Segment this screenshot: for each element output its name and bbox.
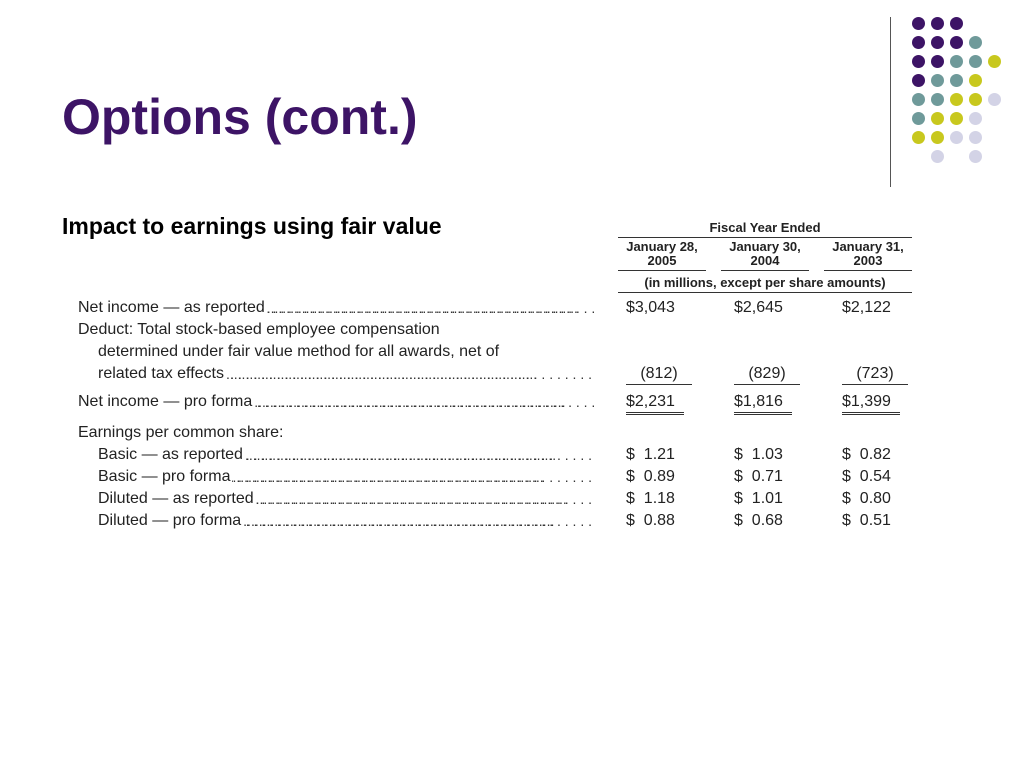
decorative-dot <box>912 112 925 125</box>
cell-value: $ 0.51 <box>842 512 891 529</box>
row-label: Net income — as reported ................................................................................ . . . <box>78 298 594 318</box>
slide-title: Options (cont.) <box>62 89 418 145</box>
decorative-dot <box>931 150 944 163</box>
cell-value: $1,816 <box>734 392 792 415</box>
decorative-dot <box>950 74 963 87</box>
decorative-dot <box>969 36 982 49</box>
slide-subtitle: Impact to earnings using fair value <box>62 213 442 239</box>
decorative-dot <box>988 55 1001 68</box>
decorative-dot <box>950 36 963 49</box>
row-label: related tax effects ................................................................................ . . . <box>98 364 594 384</box>
decorative-dot <box>950 55 963 68</box>
decorative-dot <box>931 17 944 30</box>
column-header-year: 2003 <box>853 253 883 268</box>
dot-leader: ................................................................................ <box>254 394 566 410</box>
cell-value: $ 1.21 <box>626 446 675 463</box>
cell-value: $2,645 <box>734 299 783 316</box>
period-header: Fiscal Year Ended <box>618 220 912 238</box>
cell-value: $ 0.68 <box>734 512 783 529</box>
decorative-dot <box>969 112 982 125</box>
cell-value: $ 1.01 <box>734 490 783 507</box>
cell-value: $ 0.71 <box>734 468 783 485</box>
table-row <box>78 511 918 531</box>
row-label: Net income — pro forma ................................................................................ . . . <box>78 392 594 412</box>
decorative-dot <box>931 112 944 125</box>
decorative-dot <box>931 36 944 49</box>
dot-leader: ................................................................................ <box>226 366 538 382</box>
cell-value: $ 0.89 <box>626 468 675 485</box>
table-row <box>78 342 918 362</box>
column-header-date: January 30, <box>729 239 801 254</box>
column-header-date: January 28, <box>626 239 698 254</box>
decorative-dot <box>931 93 944 106</box>
cell-value: $1,399 <box>842 392 900 415</box>
cell-value: $ 1.03 <box>734 446 783 463</box>
column-header-year: 2005 <box>647 253 677 268</box>
table-row <box>78 364 918 384</box>
column-header-year: 2004 <box>750 253 780 268</box>
decorative-dot <box>969 55 982 68</box>
cell-value: $ 0.88 <box>626 512 675 529</box>
decorative-dot <box>950 131 963 144</box>
dot-leader: ................................................................................ <box>266 300 578 316</box>
dot-leader: ................................................................................ <box>232 469 544 485</box>
units-note: (in millions, except per share amounts) <box>618 275 912 293</box>
dot-leader: ................................................................................ <box>255 491 567 507</box>
decorative-dot <box>912 131 925 144</box>
decorative-dot <box>912 36 925 49</box>
cell-value: (829) <box>734 364 800 385</box>
column-header-2005 <box>618 240 706 271</box>
decorative-dot <box>969 93 982 106</box>
cell-value: $ 0.80 <box>842 490 891 507</box>
table-row <box>78 392 918 412</box>
decorative-dot <box>988 93 1001 106</box>
cell-value: (723) <box>842 364 908 385</box>
table-row <box>78 445 918 465</box>
decorative-dot <box>969 74 982 87</box>
row-label: Diluted — as reported ................................................................................ . . . <box>98 489 594 509</box>
table-row <box>78 423 918 443</box>
cell-value: $2,122 <box>842 299 891 316</box>
row-label: Diluted — pro forma ................................................................................ . . . <box>98 511 594 531</box>
cell-value: $2,231 <box>626 392 684 415</box>
decorative-dot <box>912 93 925 106</box>
decorative-dot <box>931 74 944 87</box>
decorative-dot <box>950 17 963 30</box>
decorative-dot <box>950 93 963 106</box>
column-header-2004 <box>721 240 809 271</box>
cell-value: (812) <box>626 364 692 385</box>
dot-leader: ................................................................................ <box>244 447 557 463</box>
earnings-table <box>78 216 918 536</box>
decorative-dot <box>912 55 925 68</box>
decorative-dot <box>950 112 963 125</box>
decorative-divider <box>890 17 891 187</box>
table-row <box>78 489 918 509</box>
decorative-dot <box>931 131 944 144</box>
decorative-dot <box>969 150 982 163</box>
dot-leader: ................................................................................ <box>243 513 555 529</box>
table-row <box>78 467 918 487</box>
decorative-dot <box>912 17 925 30</box>
row-label: determined under fair value method for all awards, net of <box>98 343 500 360</box>
row-label: Earnings per common share: <box>78 424 284 441</box>
decorative-dot <box>931 55 944 68</box>
cell-value: $ 0.82 <box>842 446 891 463</box>
table-row <box>78 298 918 318</box>
cell-value: $ 0.54 <box>842 468 891 485</box>
cell-value: $3,043 <box>626 299 675 316</box>
row-label: Basic — as reported ................................................................................ . . . <box>98 445 594 465</box>
column-header-date: January 31, <box>832 239 904 254</box>
cell-value: $ 1.18 <box>626 490 675 507</box>
row-label: Deduct: Total stock-based employee compensation <box>78 321 440 338</box>
column-header-2003 <box>824 240 912 271</box>
decorative-dot <box>969 131 982 144</box>
table-row <box>78 320 918 340</box>
row-label: Basic — pro forma ................................................................................ . . . <box>98 467 594 487</box>
decorative-dot <box>912 74 925 87</box>
